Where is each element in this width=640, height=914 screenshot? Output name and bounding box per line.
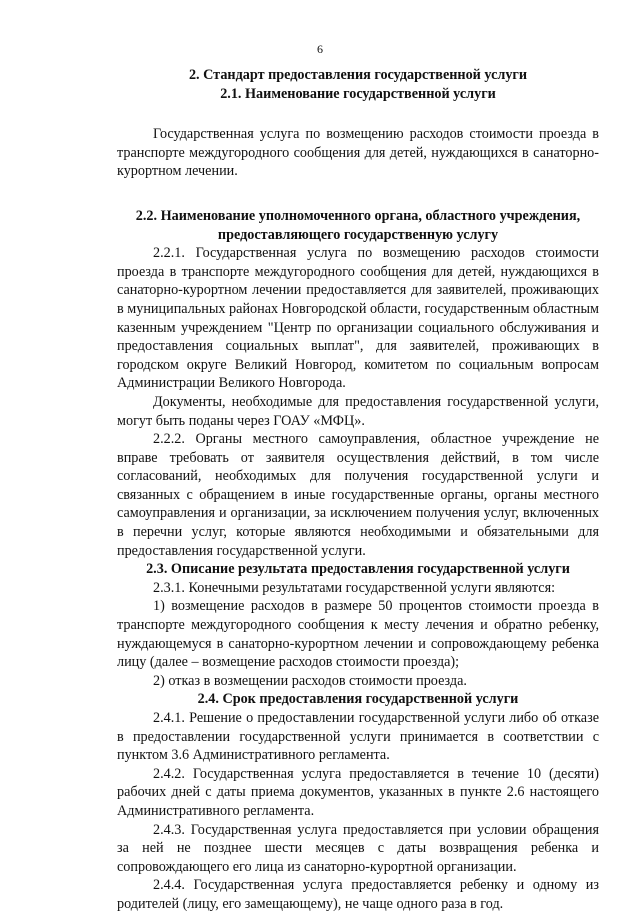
paragraph: 2) отказ в возмещении расходов стоимости проезда. xyxy=(153,672,467,689)
paragraph: 2.4.1. Решение о предоставлении государственной услуги либо об отказе в предоставлении государственной услуги принимается в соответствии с пунктом 3.6 Административного регламента. xyxy=(117,710,599,764)
paragraph: 2.4.3. Государственная услуга предоставляется при условии обращения за ней не позднее шести месяцев с даты возвращения ребенка и сопровождающего его лица из санаторно-курортной организации. xyxy=(117,821,599,875)
section-heading: 2.4. Срок предоставления государственной услуги xyxy=(197,691,519,708)
document-body xyxy=(117,66,599,914)
paragraph: 2.2.2. Органы местного самоуправления, областное учреждение не вправе требовать от заявителя осуществления действий, в том числе согласований, необходимых для получения государственной услуги и связанных с обращением в иные государственные органы, органы местного самоуправления и организации, за исключением получения услуг, включенных в перечни услуг, которые являются необходимыми и обязательными для предоставления государственной услуги. xyxy=(117,431,599,559)
section-heading: 2.2. Наименование уполномоченного органа, областного учреждения, предоставляющего государственную услугу xyxy=(135,207,581,243)
paragraph: 1) возмещение расходов в размере 50 процентов стоимости проезда в транспорте междугородного сообщения к месту лечения и обратно ребенку, нуждающемуся в санаторно-курортном лечении и сопровождающему ребенка лицу (далее – возмещение расходов стоимости проезда); xyxy=(117,598,599,671)
paragraph: Документы, необходимые для предоставления государственной услуги, могут быть поданы через ГОАУ «МФЦ». xyxy=(117,393,599,429)
page-number: 6 xyxy=(317,42,323,56)
section-heading: 2.3. Описание результата предоставления государственной услуги xyxy=(146,561,570,578)
section-heading: 2. Стандарт предоставления государственной услуги xyxy=(188,67,528,83)
paragraph: 2.2.1. Государственная услуга по возмещению расходов стоимости проезда в транспорте междугородного сообщения для детей, нуждающихся в санаторно-курортном лечении предоставляется для заявителей, проживающих в муниципальных районах Новгородской области, государственным областным казенным учреждением "Центр по организации социального обслуживания и предоставления социальных выплат", для заявителей, проживающих в городском округе Великий Новгород, комитетом по социальным вопросам Администрации Великого Новгорода. xyxy=(117,245,599,392)
paragraph: 2.3.1. Конечными результатами государственной услуги являются: xyxy=(153,579,556,596)
section-heading: 2.1. Наименование государственной услуги xyxy=(220,85,496,102)
paragraph: Государственная услуга по возмещению расходов стоимости проезда в транспорте междугородного сообщения для детей, нуждающихся в санаторно-курортном лечении. xyxy=(117,126,599,180)
paragraph: 2.4.4. Государственная услуга предоставляется ребенку и одному из родителей (лицу, его замещающему), не чаще одного раза в год. xyxy=(117,877,599,912)
paragraph: 2.4.2. Государственная услуга предоставляется в течение 10 (десяти) рабочих дней с даты приема документов, указанных в пункте 2.6 настоящего Административного регламента. xyxy=(117,765,599,819)
